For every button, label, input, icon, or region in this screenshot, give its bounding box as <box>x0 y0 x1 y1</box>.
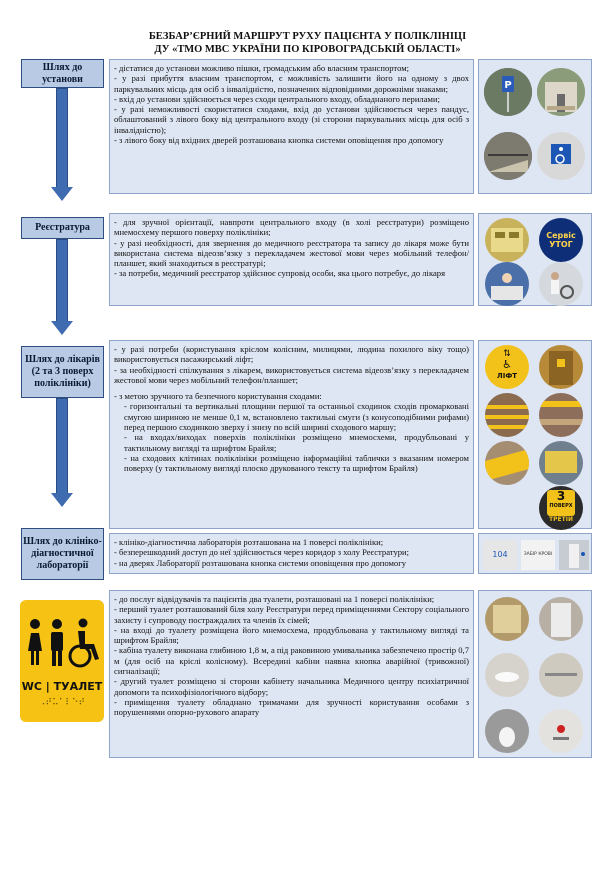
help-button-photo <box>537 132 585 180</box>
sink-icon <box>485 653 529 697</box>
service-sign-text: УТОГ <box>549 240 573 249</box>
info-item: - другий туалет розміщено зі сторони кабінету начальника Медичного центру психіатричної допомоги та психофізіологічного відбору; <box>114 676 469 697</box>
info-item: - кабіна туалету виконана глибиною 1,8 м, а під раковиною умивальника забезпечено простір 0,7 м (для осіб на кріслі колісному). Всередині кабіни наявна кнопка аварійної (тривожної) сигналізації; <box>114 645 469 677</box>
info-item: - з метою зручного та безпечного користування сходами: <box>114 391 322 402</box>
stage-5-text-panel <box>109 590 474 758</box>
lab-sign-text: ЗАБІР КРОВІ <box>523 552 553 557</box>
info-item: - з лівого боку від вхідних дверей розташована кнопка системи оповіщення про допомогу <box>114 135 444 146</box>
escort-icon <box>539 262 583 306</box>
svg-text:P: P <box>504 80 512 91</box>
stage-label-text: Реєстратура <box>35 222 90 233</box>
info-item: - на дверях Лабораторії розташована кнопка системи оповіщення про допомогу <box>114 557 407 568</box>
wc-braille-text: ⠠⠞⠥⠁⠇⠑⠞ <box>38 698 86 708</box>
sink-photo <box>485 653 529 697</box>
route-arrow-head <box>51 187 73 201</box>
info-subitem: - горизонтальні та вертикальні площини першої та останньої сходинок сходів промарковані смугою шириною не менше 0,1 м, встановлено тактильні смуги (з конусоподібними рифами) перед першою сходинкою зверху і знизу по всій ширині сходового маршу; <box>124 401 469 433</box>
info-item: - безперешкодний доступ до неї здійснюється через коридор з холу Реєстратури; <box>114 547 410 558</box>
escort-photo <box>539 262 583 306</box>
stairs-photo-1 <box>485 393 529 437</box>
ramp-photo <box>484 132 532 180</box>
tactile-strip-photo <box>485 441 529 485</box>
registry-desk-photo <box>485 262 529 306</box>
floor-label-text: ПОВЕРХ <box>549 503 573 509</box>
tactile-scheme-icon <box>539 441 583 485</box>
service-sign-text: Сервіс <box>546 231 576 240</box>
toilet-bowl-icon <box>485 709 529 753</box>
stage-sublabel-text: (2 та 3 поверх поліклініки) <box>31 366 94 389</box>
floor-number-sign-photo <box>539 486 583 530</box>
stage-2-photos <box>478 213 592 306</box>
page-title <box>0 30 615 56</box>
info-item: - перший туалет розташований біля холу Реєстратури перед приміщеннями Сектору соціального захисту і супроводу постраждалих та членів їх сімей; <box>114 604 469 625</box>
info-item: - у разі необхідності, для звернення до медичного реєстратора та запису до лікаря може бути використана система відеозв’язку з перекладачем жестової мови через мобільний телефон/планшет, який знаходиться в реєстратурі; <box>114 237 469 269</box>
stage-label-text: Шлях до клініко-діагностичної лабораторії <box>23 536 102 571</box>
route-arrow-shaft <box>56 398 68 494</box>
lift-sign-text: ЛІФТ <box>496 372 518 380</box>
sign-language-service-photo <box>539 218 583 262</box>
stage-label-registry <box>21 217 104 239</box>
info-item: - приміщення туалету обладнано тримачами для зручності користування особами з порушеннями опорно-рухового апарату <box>114 696 469 718</box>
tactile-scheme-photo <box>539 441 583 485</box>
route-arrow-head <box>51 493 73 507</box>
wc-scheme-photo <box>485 597 529 641</box>
stage-label-laboratory <box>21 528 104 580</box>
stairs-marking-icon <box>485 393 529 437</box>
stairs-marking-icon <box>539 393 583 437</box>
wc-scheme-icon <box>485 597 529 641</box>
building-entrance-icon <box>537 68 585 116</box>
title-line-1: БЕЗБАР’ЄРНИЙ МАРШРУТ РУХУ ПАЦІЄНТА У ПОЛІКЛІНІЦІ <box>148 31 467 42</box>
registry-icon <box>485 262 529 306</box>
route-arrow-head <box>51 321 73 335</box>
info-item: - за потреби, медичний реєстратор здійснює супровід особи, яка цього потребує, до лікаря <box>114 268 446 279</box>
toilet-people-icon <box>20 604 104 684</box>
info-item: - клініко-діагностична лабораторія розташована на 1 поверсі поліклініки; <box>114 537 384 547</box>
stairs-photo-2 <box>539 393 583 437</box>
route-arrow-shaft <box>56 239 68 322</box>
lab-door-number-photo <box>483 540 517 570</box>
mnemonic-scheme-photo <box>485 218 529 262</box>
wc-sign <box>20 600 104 722</box>
stage-4-text-panel <box>109 533 474 574</box>
stage-label-entrance <box>21 59 104 88</box>
handrail-photo <box>539 653 583 697</box>
lift-door-icon <box>539 345 583 389</box>
lift-sign-photo <box>485 345 529 389</box>
info-item: - у разі потреби (користування кріслом колісним, милицями, людина похилого віку тощо) використовується пасажирський ліфт; <box>114 344 469 365</box>
lab-door-sign-photo <box>521 540 555 570</box>
floor-scheme-icon <box>485 218 529 262</box>
floor-name-text: ТРЕТІЙ <box>549 516 573 523</box>
stage-label-text: Шлях до установи <box>42 61 83 85</box>
alarm-button-icon <box>539 709 583 753</box>
info-item: - у разі неможливості скористатися сходами, вхід до установи здійснюється через пандус, облаштований з лівого боку від центрального входу (зі сторони паркувальних місць для осіб з інвалідністю); <box>114 104 469 135</box>
wc-door-photo <box>539 597 583 641</box>
wc-sign-text: WC | ТУАЛЕТ <box>21 680 103 693</box>
route-arrow-shaft <box>56 88 68 188</box>
info-item: - вхід до установи здійснюється через сходи центрального входу, обладнаного перилами; <box>114 93 440 104</box>
lab-room-number: 104 <box>492 550 508 559</box>
stage-5-photos <box>478 590 592 758</box>
entrance-photo <box>537 68 585 116</box>
wc-door-icon <box>539 597 583 641</box>
stage-3-text-panel <box>109 340 474 529</box>
info-subitem: - на сходових клітинах поліклініки розміщено інформаційні таблички з вказаним номером поверху (у тактильному вигляді плоско друкованого тексту та шрифтом Брайля) <box>124 452 469 474</box>
stage-2-text-panel <box>109 213 474 306</box>
floor-number-text: 3 <box>556 489 566 503</box>
stage-1-text-panel <box>109 59 474 194</box>
wheelchair-icon: ♿ <box>502 358 512 371</box>
parking-photo <box>484 68 532 116</box>
stage-label-doctors <box>21 346 104 398</box>
info-item: - для зручної орієнтації, навпроти центрального входу (в холі реєстратури) розміщено мнемосхему першого поверху поліклініки; <box>114 217 469 238</box>
info-item: - дістатися до установи можливо пішки, громадським або власним транспортом; <box>114 63 410 73</box>
info-subitem: - на входах/виходах поверхів поліклініки розміщено мнемосхеми, продубльовані у тактильному вигляді та шрифтом Брайля; <box>124 432 469 453</box>
stage-3-photos <box>478 340 592 529</box>
parking-sign-icon <box>484 68 532 116</box>
tactile-strip-icon <box>485 441 529 485</box>
wheelchair-sign-icon <box>537 132 585 180</box>
alarm-button-photo <box>539 709 583 753</box>
info-item: - до послуг відвідувачів та пацієнтів два туалети, розташовані на 1 поверсі поліклініки; <box>114 594 435 604</box>
info-item: - на вході до туалету розміщена його мнемосхема, продубльована у тактильному вигляді та шрифтом Брайля; <box>114 624 469 646</box>
lab-corridor-photo <box>559 540 589 570</box>
stage-1-photos <box>478 59 592 194</box>
stage-label-text: Шлях до лікарів <box>25 354 100 365</box>
info-item: - у разі прибуття власним транспортом, є можливість залишити його на одному з двох паркувальних місць для осіб з інвалідністю, позначених відповідними дорожніми знаками; <box>114 73 469 94</box>
title-line-2: ДУ «ТМО МВС УКРАЇНИ ПО КІРОВОГРАДСЬКІЙ ОБЛАСТІ» <box>154 44 461 55</box>
info-item: - за необхідності спілкування з лікарем, використовується система відеозв’язку з перекладачем жестової мови через мобільний телефон/планшет; <box>114 364 469 385</box>
stage-4-photos <box>478 533 592 574</box>
handrail-icon <box>539 653 583 697</box>
ramp-icon <box>484 132 532 180</box>
lift-door-photo <box>539 345 583 389</box>
lift-arrows-icon: ⇅ <box>503 349 511 359</box>
corridor-icon <box>559 540 589 570</box>
toilet-bowl-photo <box>485 709 529 753</box>
